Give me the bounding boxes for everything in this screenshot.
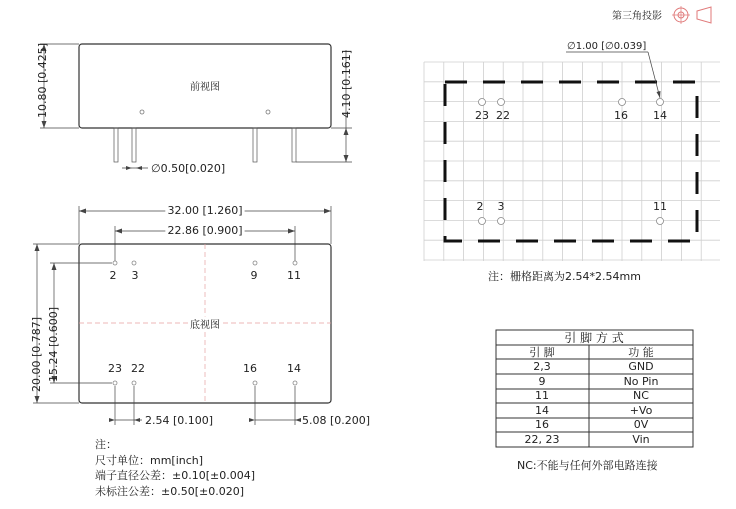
pin-length-dim: 4.10 [0.161] (340, 49, 353, 118)
table-cell-func: Vin (632, 433, 650, 446)
pin-label: 22 (131, 362, 145, 375)
front-view-label: 前视图 (190, 82, 220, 93)
pin-span-dim: 22.86 [0.900] (167, 224, 243, 237)
row-span-dim: 15.24 [0.600] (47, 306, 60, 382)
table-cell-func: No Pin (623, 375, 659, 388)
table-cell-func: 0V (633, 418, 649, 431)
footprint-pin-label: 11 (653, 200, 667, 213)
footprint-pin-label: 2 (476, 200, 484, 213)
pin-label: 9 (250, 269, 258, 282)
pin-table (496, 330, 693, 447)
bottom-width-dim: 32.00 [1.260] (167, 204, 243, 217)
pin-table-title: 引 脚 方 式 (564, 331, 624, 345)
bottom-view-label: 底视图 (190, 320, 220, 331)
notes-line: 尺寸单位：mm[inch] (95, 454, 204, 467)
footprint-pin-label: 23 (475, 109, 489, 122)
pin-diameter-dim: ∅0.50[0.020] (151, 162, 226, 175)
notes (95, 438, 255, 498)
pitch-dim: 2.54 [0.100] (145, 414, 214, 427)
footprint-pin-label: 14 (653, 109, 667, 122)
footprint-pin-label: 22 (496, 109, 510, 122)
pin-label: 2 (109, 269, 117, 282)
projection-label: 第三角投影 (612, 11, 662, 22)
notes-title: 注： (95, 438, 117, 451)
front-height-dim: 10.80 [0.425] (36, 42, 49, 118)
table-cell-func: +Vo (629, 404, 653, 417)
footprint-pin-label: 3 (497, 200, 505, 213)
bottom-height-dim: 20.00 [0.787] (30, 316, 43, 392)
footprint-outline (445, 82, 697, 241)
table-cell-pin: 22, 23 (524, 433, 560, 446)
table-cell-func: GND (628, 360, 654, 373)
footprint (424, 41, 720, 283)
footprint-holes-top (475, 99, 667, 123)
pin-table-col-pin: 引 脚 (529, 346, 555, 359)
bottom-pins-bottom (108, 362, 301, 385)
hole-diameter-dim: ∅1.00 [∅0.039] (567, 41, 647, 52)
pin-label: 11 (287, 269, 301, 282)
table-cell-pin: 9 (538, 375, 546, 388)
footprint-holes-bottom (477, 200, 668, 225)
table-cell-pin: 16 (535, 418, 549, 431)
projection-symbol (612, 6, 711, 24)
pin-label: 16 (243, 362, 257, 375)
table-cell-pin: 11 (535, 389, 549, 402)
notes-line: 端子直径公差：±0.10[±0.004] (95, 469, 255, 482)
bottom-view (30, 204, 370, 427)
front-pins (114, 128, 296, 162)
table-cell-func: NC (633, 389, 649, 402)
grid-note: 注：栅格距离为2.54*2.54mm (488, 270, 641, 283)
nc-note: NC:不能与任何外部电路连接 (517, 459, 658, 472)
pitch2-dim: 5.08 [0.200] (302, 414, 371, 427)
pin-table-col-func: 功 能 (628, 346, 654, 359)
notes-line: 未标注公差：±0.50[±0.020] (95, 485, 244, 498)
table-cell-pin: 2,3 (533, 360, 551, 373)
footprint-grid (424, 62, 720, 261)
pin-label: 3 (131, 269, 139, 282)
footprint-pin-label: 16 (614, 109, 628, 122)
third-angle-icon (672, 6, 711, 24)
pin-label: 14 (287, 362, 301, 375)
table-cell-pin: 14 (535, 404, 549, 417)
pin-label: 23 (108, 362, 122, 375)
front-view (36, 43, 353, 175)
